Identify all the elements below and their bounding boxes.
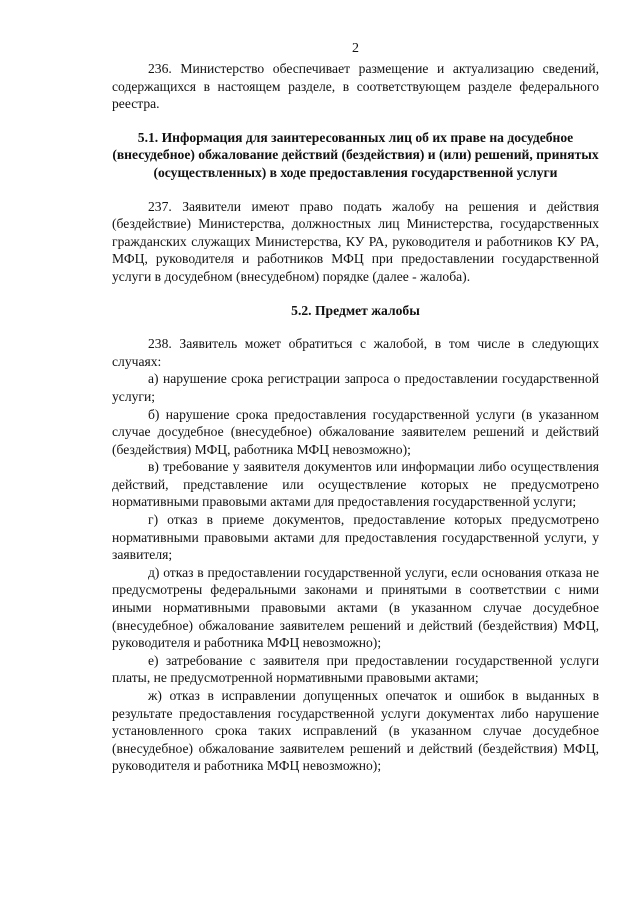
paragraph-236: 236. Министерство обеспечивает размещение и актуализацию сведений, содержащихся в настоящем разделе, в соответствующем разделе федерального реестра. bbox=[112, 61, 599, 112]
section-heading-5-1: 5.1. Информация для заинтересованных лиц об их праве на досудебное (внесудебное) обжалование действий (бездействия) и (или) решений, принятых (осуществленных) в ходе предоставления государственной услуги bbox=[112, 129, 599, 180]
paragraph-238: 238. Заявитель может обратиться с жалобой, в том числе в следующих случаях: bbox=[112, 336, 599, 369]
list-item-d: д) отказ в предоставлении государственной услуги, если основания отказа не предусмотрены федеральными законами и принятыми в соответствии с ними иными нормативными правовыми актами (в указанном случае досудебное (внесудебное) обжалование заявителем решений и действий (бездействия) МФЦ, руководителя и работника МФЦ невозможно); bbox=[112, 564, 599, 651]
page-number: 2 bbox=[352, 41, 359, 56]
list-item-e: е) затребование с заявителя при предоставлении государственной услуги платы, не предусмотренной нормативными правовыми актами; bbox=[112, 652, 599, 686]
document-page bbox=[112, 40, 599, 775]
list-item-a: а) нарушение срока регистрации запроса о предоставлении государственной услуги; bbox=[112, 371, 599, 404]
paragraph-237: 237. Заявители имеют право подать жалобу на решения и действия (бездействие) Министерства, должностных лиц Министерства, государственных гражданских служащих Министерства, КУ РА, руководителя и работников КУ РА, МФЦ, руководителя и работников МФЦ при предоставлении государственной услуги в досудебном (внесудебном) порядке (далее - жалоба). bbox=[112, 198, 599, 284]
section-heading-5-2: 5.2. Предмет жалобы bbox=[291, 302, 420, 318]
list-item-b: б) нарушение срока предоставления государственной услуги (в указанном случае досудебное (внесудебное) обжалование заявителем решений и действий (бездействия) МФЦ, работника МФЦ невозможно); bbox=[112, 406, 599, 457]
list-item-g: г) отказ в приеме документов, предоставление которых предусмотрено нормативными правовыми актами для предоставления государственной услуги, у заявителя; bbox=[112, 512, 599, 563]
list-item-v: в) требование у заявителя документов или информации либо осуществления действий, представление или осуществление которых не предусмотрено нормативными правовыми актами для предоставления государственной услуги; bbox=[112, 459, 599, 510]
list-item-zh: ж) отказ в исправлении допущенных опечаток и ошибок в выданных в результате предоставления государственной услуги документах либо нарушение установленного срока таких исправлений (в указанном случае досудебное (внесудебное) обжалование заявителем решений и действий (бездействия) МФЦ, руководителя и работника МФЦ невозможно); bbox=[112, 688, 599, 774]
